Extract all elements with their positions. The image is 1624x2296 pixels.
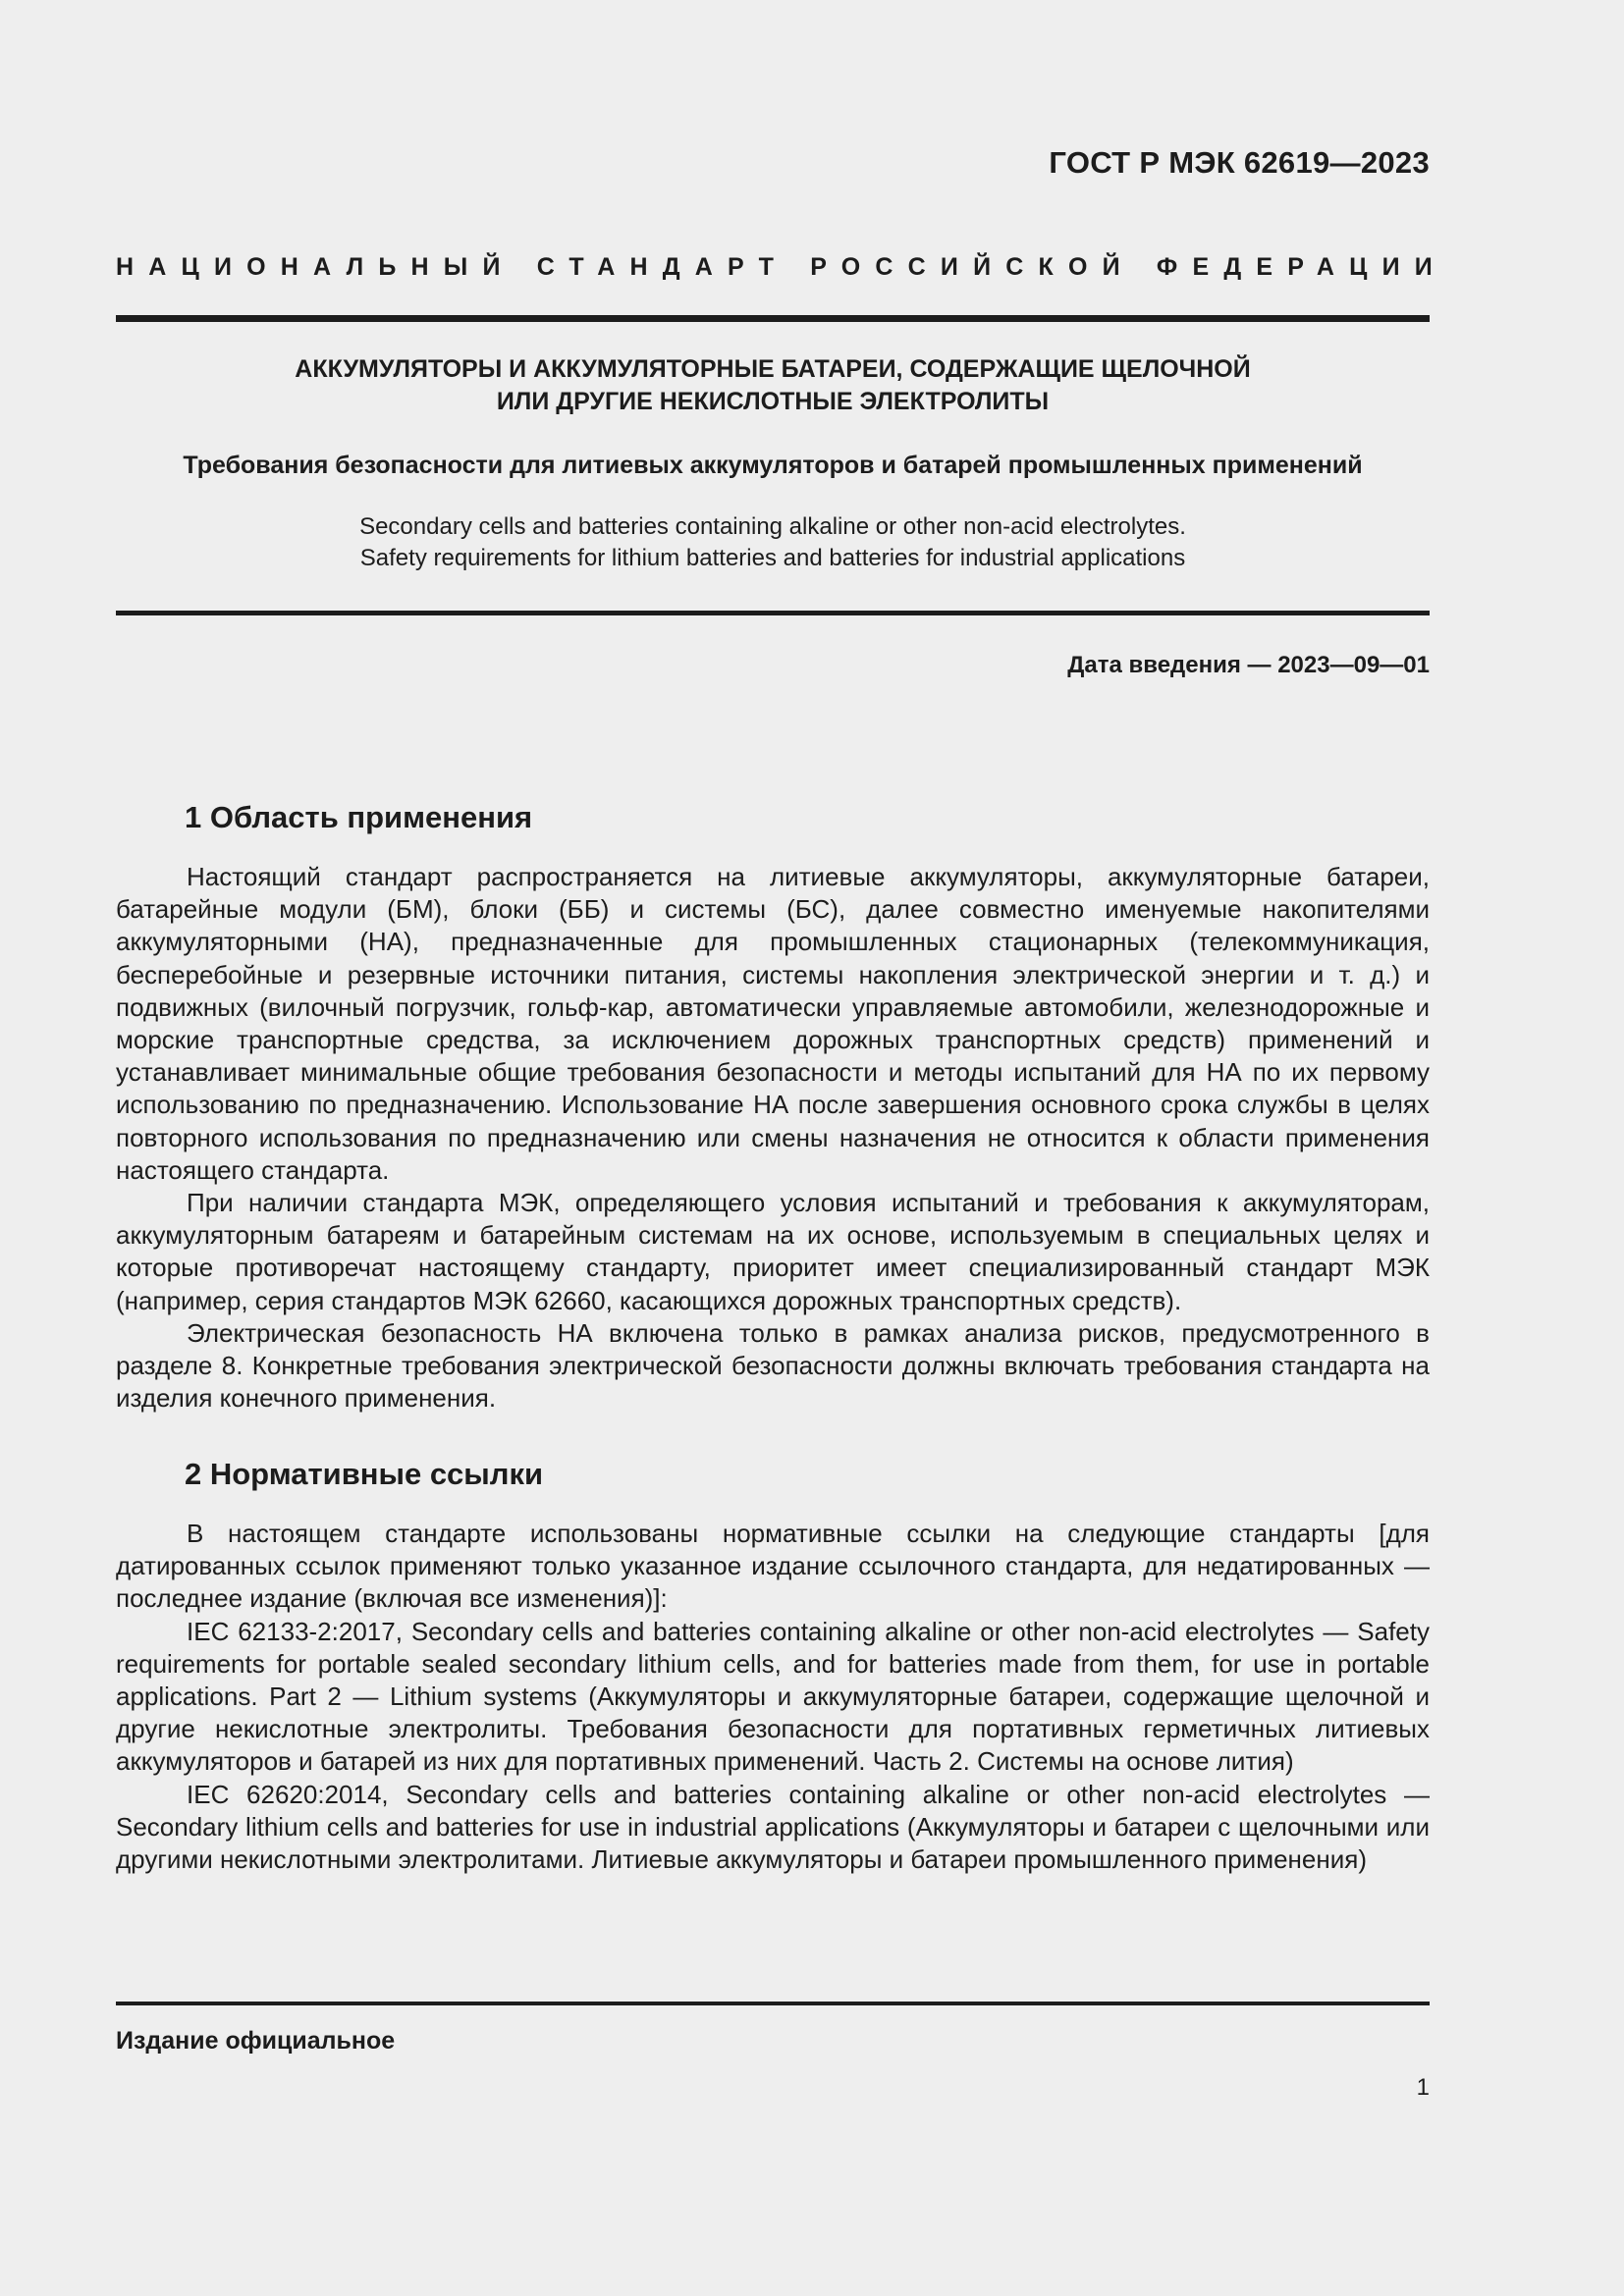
page-number: 1 [1416,2074,1430,2101]
title-line-2: ИЛИ ДРУГИЕ НЕКИСЛОТНЫЕ ЭЛЕКТРОЛИТЫ [496,388,1050,415]
document-title [116,353,1430,418]
section-body-normative-references [116,1518,1430,1876]
document-subtitle: Требования безопасности для литиевых аккумуляторов и батарей промышленных применений [183,452,1363,479]
english-title [116,511,1430,574]
footer-rule [116,2002,1430,2005]
paragraph: В настоящем стандарте использованы нормативные ссылки на следующие стандарты [для датированных ссылок применяют только указанное издание ссылочного стандарта, для недатированных — последнее издание (включая все изменения)]: [116,1519,1430,1614]
document-page [116,0,1447,2296]
section-body-scope [116,861,1430,1415]
paragraph: Электрическая безопасность НА включена только в рамках анализа рисков, предусмотренного в разделе 8. Конкретные требования электрической безопасности должны включать требования стандарта на изделия конечного применения. [116,1317,1430,1414]
paragraph: IEC 62133-2:2017, Secondary cells and batteries containing alkaline or other non-acid electrolytes — Safety requirements for portable sealed secondary lithium cells, and for batteries made from them, for use in portable applications. Part 2 — Lithium systems (Аккумуляторы и аккумуляторные батареи, содержащие щелочной и другие некислотные электролиты. Требования безопасности для портативных герметичных литиевых аккумуляторов и батарей из них для портативных применений. Часть 2. Системы на основе лития) [116,1616,1430,1777]
title-line-1: АККУМУЛЯТОРЫ И АККУМУЛЯТОРНЫЕ БАТАРЕИ, СОДЕРЖАЩИЕ ЩЕЛОЧНОЙ [295,355,1251,383]
paragraph: Настоящий стандарт распространяется на литиевые аккумуляторы, аккумуляторные батареи, батарейные модули (БМ), блоки (ББ) и системы (БС), далее совместно именуемые накопителями аккумуляторными (НА), предназначенные для промышленных стационарных (телекоммуникация, бесперебойные и резервные источники питания, системы накопления электрической энергии и т. д.) и подвижных (вилочный погрузчик, гольф-кар, автоматически управляемые автомобили, железнодорожные и морские транспортные средства, за исключением дорожных транспортных средств) применений и устанавливает минимальные общие требования безопасности и методы испытаний для НА по их первому использованию по предназначению. Использование НА после завершения основного срока службы в целях повторного использования по предназначению или смены назначения не относится к области применения настоящего стандарта. [116,862,1430,1185]
document-number: ГОСТ Р МЭК 62619—2023 [1049,145,1430,180]
section-heading-scope: 1 Область применения [185,800,533,834]
official-edition-label: Издание официальное [116,2027,396,2055]
english-title-line-1: Secondary cells and batteries containing alkaline or other non-acid electrolytes. [359,513,1186,540]
title-rule [116,611,1430,615]
header-rule [116,315,1430,322]
introduction-date: Дата введения — 2023—09—01 [1067,652,1430,678]
paragraph: IEC 62620:2014, Secondary cells and batteries containing alkaline or other non-acid electrolytes — Secondary lithium cells and batteries for use in industrial applications (Аккумуляторы и батареи с щелочными или другими некислотными электролитами. Литиевые аккумуляторы и батареи промышленного применения) [116,1779,1430,1875]
national-standard-banner: НАЦИОНАЛЬНЫЙ СТАНДАРТ РОССИЙСКОЙ ФЕДЕРАЦИИ [116,253,1447,281]
paragraph: При наличии стандарта МЭК, определяющего условия испытаний и требования к аккумуляторам, аккумуляторным батареям и батарейным системам на их основе, используемым в специальных целях и которые противоречат настоящему стандарту, приоритет имеет специализированный стандарт МЭК (например, серия стандартов МЭК 62660, касающихся дорожных транспортных средств). [116,1188,1430,1315]
english-title-line-2: Safety requirements for lithium batteries and batteries for industrial applications [359,545,1186,571]
section-heading-normative-references: 2 Нормативные ссылки [185,1457,544,1491]
